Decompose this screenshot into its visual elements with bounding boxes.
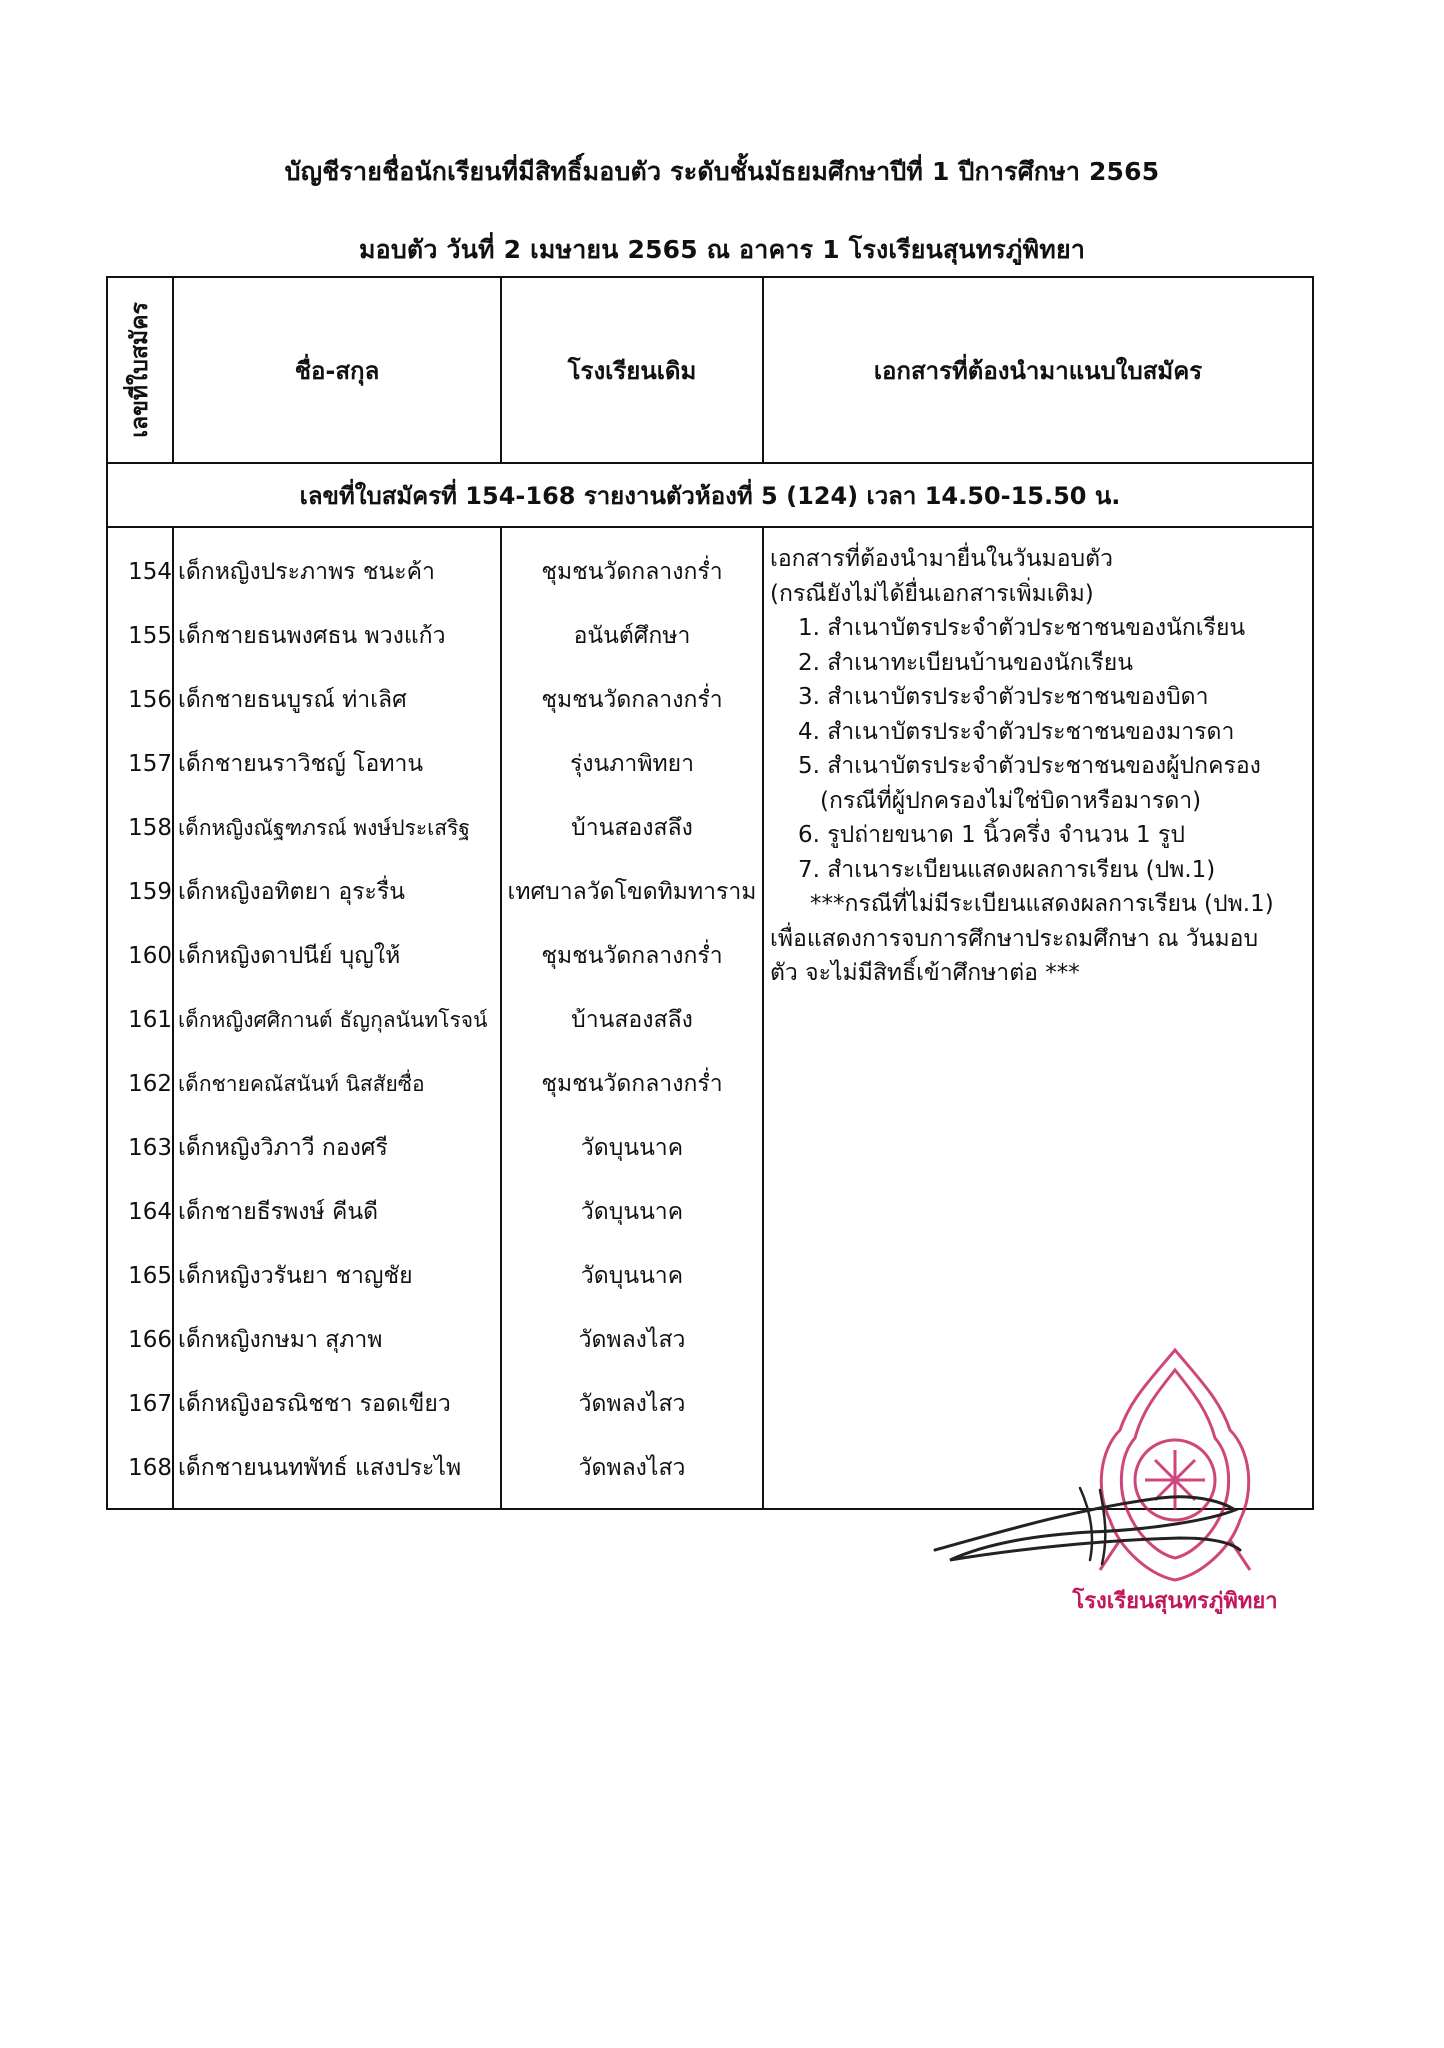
row-number: 155 bbox=[128, 623, 172, 649]
row-number: 159 bbox=[128, 879, 172, 905]
doc-item: 1. สำเนาบัตรประจำตัวประชาชนของนักเรียน bbox=[798, 615, 1246, 641]
previous-school: ชุมชนวัดกลางกร่ำ bbox=[541, 1071, 723, 1097]
section-row: เลขที่ใบสมัครที่ 154-168 รายงานตัวห้องที่ 5 (124) เวลา 14.50-15.50 น. bbox=[107, 463, 1313, 527]
docs-note: (กรณียังไม่ได้ยื่นเอกสารเพิ่มเติม) bbox=[770, 580, 1094, 607]
student-name: เด็กหญิงประภาพร ชนะค้า bbox=[178, 559, 435, 585]
doc-item: 6. รูปถ่ายขนาด 1 นิ้วครึ่ง จำนวน 1 รูป bbox=[798, 822, 1185, 848]
doc-item: 4. สำเนาบัตรประจำตัวประชาชนของมารดา bbox=[798, 718, 1235, 745]
previous-school: วัดบุนนาค bbox=[580, 1263, 684, 1289]
student-name: เด็กชายนราวิชญ์ โอทาน bbox=[178, 751, 424, 777]
document-title: บัญชีรายชื่อนักเรียนที่มีสิทธิ์มอบตัว ระดับชั้นมัธยมศึกษาปีที่ 1 ปีการศึกษา 2565 bbox=[284, 157, 1160, 186]
student-name: เด็กชายนนทพัทธ์ แสงประไพ bbox=[178, 1455, 462, 1481]
previous-school: ชุมชนวัดกลางกร่ำ bbox=[541, 687, 723, 713]
row-number: 157 bbox=[128, 751, 172, 777]
row-number: 158 bbox=[128, 815, 172, 841]
schools-column bbox=[501, 527, 763, 1509]
student-name: เด็กชายธนพงศธน พวงแก้ว bbox=[178, 623, 446, 649]
docs-intro: เอกสารที่ต้องนำมายื่นในวันมอบตัว bbox=[770, 546, 1113, 572]
row-number: 156 bbox=[128, 687, 172, 713]
header-name: ชื่อ-สกุล bbox=[173, 277, 501, 463]
doc-item-sub: (กรณีที่ผู้ปกครองไม่ใช่บิดาหรือมารดา) bbox=[820, 787, 1202, 814]
student-table bbox=[106, 276, 1314, 1510]
docs-warning: ตัว จะไม่มีสิทธิ์เข้าศึกษาต่อ *** bbox=[770, 960, 1080, 986]
previous-school: วัดพลงไสว bbox=[578, 1391, 686, 1417]
student-name: เด็กหญิงอรณิชชา รอดเขียว bbox=[178, 1391, 451, 1417]
doc-item: 5. สำเนาบัตรประจำตัวประชาชนของผู้ปกครอง bbox=[798, 753, 1261, 779]
row-number: 154 bbox=[128, 559, 172, 585]
row-number: 164 bbox=[128, 1199, 172, 1225]
student-name: เด็กชายธีรพงษ์ คีนดี bbox=[178, 1199, 379, 1225]
header-application-number: เลขที่ใบสมัคร bbox=[107, 277, 173, 463]
doc-item: 2. สำเนาทะเบียนบ้านของนักเรียน bbox=[798, 649, 1133, 676]
student-name: เด็กชายคณัสนันท์ นิสสัยซื่อ bbox=[178, 1071, 425, 1096]
previous-school: เทศบาลวัดโขดทิมทาราม bbox=[507, 879, 757, 905]
doc-item: 3. สำเนาบัตรประจำตัวประชาชนของบิดา bbox=[798, 684, 1209, 710]
previous-school: บ้านสองสลึง bbox=[571, 1007, 693, 1033]
previous-school: ชุมชนวัดกลางกร่ำ bbox=[541, 943, 723, 969]
student-name: เด็กหญิงวรันยา ชาญชัย bbox=[178, 1263, 413, 1289]
student-name: เด็กหญิงศศิกานต์ ธัญกุลนันทโรจน์ bbox=[178, 1007, 488, 1032]
previous-school: วัดบุนนาค bbox=[580, 1199, 684, 1225]
student-name: เด็กชายธนบูรณ์ ท่าเลิศ bbox=[178, 687, 407, 713]
student-name: เด็กหญิงดาปนีย์ บุญให้ bbox=[178, 943, 401, 969]
docs-warning: ***กรณีที่ไม่มีระเบียนแสดงผลการเรียน (ปพ.1) bbox=[810, 891, 1274, 917]
student-name: เด็กหญิงวิภาวี กองศรี bbox=[178, 1135, 388, 1161]
previous-school: วัดพลงไสว bbox=[578, 1327, 686, 1353]
table-header-row bbox=[107, 277, 1313, 463]
row-number: 160 bbox=[128, 943, 172, 969]
row-number: 165 bbox=[128, 1263, 172, 1289]
header-documents: เอกสารที่ต้องนำมาแนบใบสมัคร bbox=[763, 277, 1313, 463]
row-number: 163 bbox=[128, 1135, 172, 1161]
previous-school: ชุมชนวัดกลางกร่ำ bbox=[541, 559, 723, 585]
row-number: 166 bbox=[128, 1327, 172, 1353]
previous-school: วัดบุนนาค bbox=[580, 1135, 684, 1161]
row-number: 168 bbox=[128, 1455, 172, 1481]
student-name: เด็กหญิงณัฐฑภรณ์ พงษ์ประเสริฐ bbox=[178, 815, 470, 840]
doc-item: 7. สำเนาระเบียนแสดงผลการเรียน (ปพ.1) bbox=[798, 856, 1216, 883]
signature-icon bbox=[930, 1480, 1250, 1590]
row-number: 167 bbox=[128, 1391, 172, 1417]
previous-school: วัดพลงไสว bbox=[578, 1455, 686, 1481]
previous-school: อนันต์ศึกษา bbox=[573, 623, 691, 649]
previous-school: รุ่งนภาพิทยา bbox=[569, 751, 695, 777]
seal-label: โรงเรียนสุนทรภู่พิทยา bbox=[1072, 1589, 1278, 1614]
document-subtitle: มอบตัว วันที่ 2 เมษายน 2565 ณ อาคาร 1 โรงเรียนสุนทรภู่พิทยา bbox=[358, 235, 1086, 264]
previous-school: บ้านสองสลึง bbox=[571, 815, 693, 841]
names-column bbox=[173, 527, 501, 1509]
row-number: 162 bbox=[128, 1071, 172, 1097]
numbers-column bbox=[107, 527, 173, 1509]
row-number: 161 bbox=[128, 1007, 172, 1033]
student-name: เด็กหญิงอทิตยา อุระรื่น bbox=[178, 879, 405, 905]
student-name: เด็กหญิงกษมา สุภาพ bbox=[178, 1327, 383, 1353]
header-previous-school: โรงเรียนเดิม bbox=[501, 277, 763, 463]
docs-warning: เพื่อแสดงการจบการศึกษาประถมศึกษา ณ วันมอบ bbox=[770, 925, 1259, 952]
